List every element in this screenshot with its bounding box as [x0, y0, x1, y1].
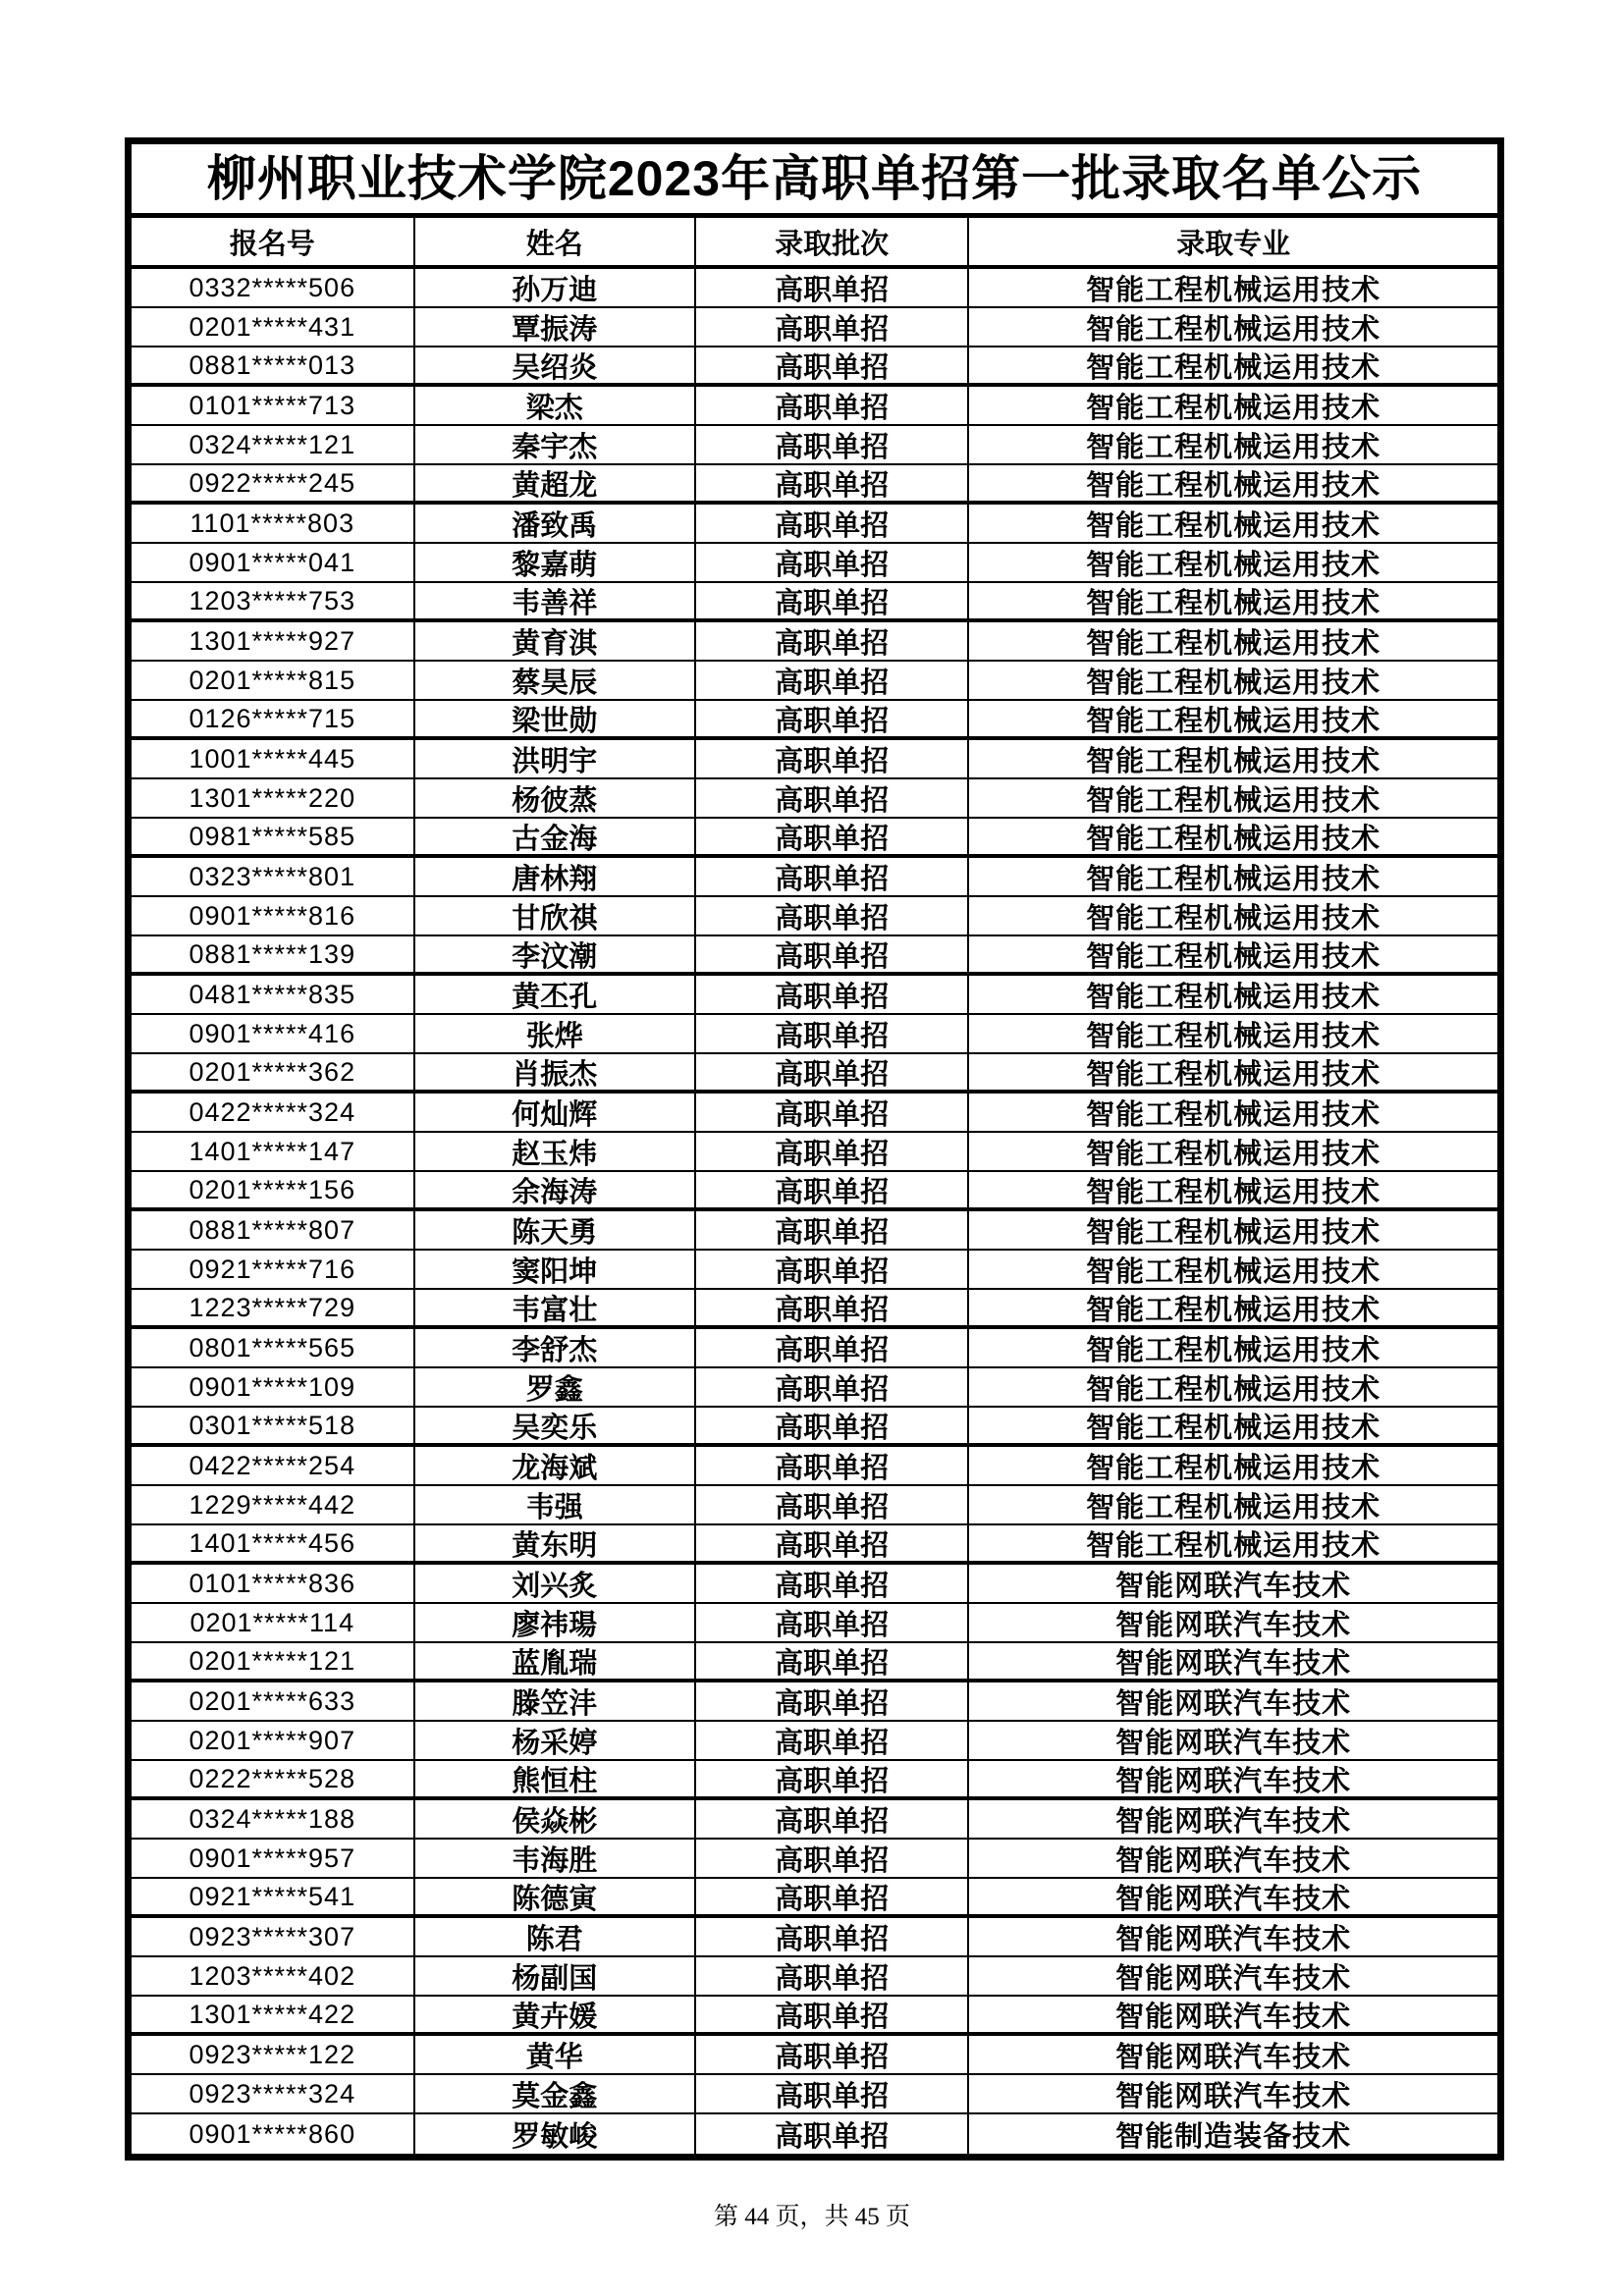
table-row — [132, 1251, 1497, 1290]
cell-registration-no: 0201*****114 — [189, 1607, 355, 1637]
column-header-admission-major: 录取专业 — [967, 218, 1497, 265]
cell-registration-no: 0101*****713 — [189, 390, 356, 420]
cell-name: 窦阳坤 — [413, 1251, 695, 1288]
cell-admission-major: 智能工程机械运用技术 — [967, 976, 1497, 1013]
cell-name: 龙海斌 — [413, 1447, 695, 1484]
table-row — [132, 1211, 1497, 1251]
cell-registration-no: 0201*****815 — [189, 665, 356, 695]
cell-admission-batch: 高职单招 — [694, 1408, 967, 1443]
cell-admission-batch: 高职单招 — [694, 1722, 967, 1759]
cell-name: 黄卉媛 — [413, 1997, 695, 2032]
cell-admission-batch: 高职单招 — [694, 1368, 967, 1406]
table-row — [132, 347, 1497, 387]
cell-name: 赵玉炜 — [413, 1133, 695, 1170]
cell-admission-major: 智能工程机械运用技术 — [967, 1290, 1497, 1325]
cell-registration-no: 0481*****835 — [189, 979, 356, 1009]
table-row — [132, 387, 1497, 426]
cell-admission-batch: 高职单招 — [694, 1879, 967, 1914]
cell-admission-major: 智能网联汽车技术 — [967, 1957, 1497, 1995]
table-row — [132, 1486, 1497, 1525]
cell-admission-major: 智能工程机械运用技术 — [967, 1447, 1497, 1484]
cell-admission-major: 智能工程机械运用技术 — [967, 269, 1497, 306]
cell-registration-no: 0881*****807 — [189, 1214, 356, 1245]
cell-admission-batch: 高职单招 — [694, 936, 967, 972]
table-row — [132, 1682, 1497, 1722]
cell-name: 黄育淇 — [413, 622, 695, 660]
cell-name: 罗鑫 — [413, 1368, 695, 1406]
cell-registration-no: 0201*****156 — [189, 1174, 356, 1204]
cell-admission-batch: 高职单招 — [694, 1054, 967, 1090]
cell-registration-no: 1301*****927 — [189, 625, 356, 656]
cell-admission-batch: 高职单招 — [694, 897, 967, 934]
table-row — [132, 2075, 1497, 2114]
cell-registration-no: 0901*****860 — [189, 2118, 356, 2149]
cell-admission-major: 智能工程机械运用技术 — [967, 387, 1497, 424]
cell-admission-batch: 高职单招 — [694, 2114, 967, 2154]
cell-admission-major: 智能网联汽车技术 — [967, 1722, 1497, 1759]
column-header-name: 姓名 — [413, 218, 695, 265]
cell-registration-no: 0921*****541 — [189, 1881, 356, 1911]
cell-admission-batch: 高职单招 — [694, 2075, 967, 2112]
cell-admission-major: 智能工程机械运用技术 — [967, 1486, 1497, 1523]
cell-admission-batch: 高职单招 — [694, 1761, 967, 1796]
cell-registration-no: 0923*****307 — [189, 1921, 356, 1951]
cell-name: 罗敏峻 — [413, 2114, 695, 2154]
cell-admission-major: 智能工程机械运用技术 — [967, 544, 1497, 581]
table-row — [132, 1840, 1497, 1879]
cell-registration-no: 0901*****041 — [189, 547, 356, 577]
cell-admission-major: 智能工程机械运用技术 — [967, 1329, 1497, 1366]
cell-admission-batch: 高职单招 — [694, 976, 967, 1013]
cell-admission-batch: 高职单招 — [694, 465, 967, 501]
cell-admission-batch: 高职单招 — [694, 858, 967, 895]
cell-registration-no: 0422*****324 — [189, 1096, 356, 1127]
cell-admission-batch: 高职单招 — [694, 2036, 967, 2073]
cell-admission-major: 智能网联汽车技术 — [967, 2036, 1497, 2073]
cell-admission-major: 智能网联汽车技术 — [967, 1565, 1497, 1602]
table-row — [132, 779, 1497, 819]
cell-registration-no: 0201*****633 — [189, 1685, 356, 1716]
table-row — [132, 269, 1497, 308]
table-row — [132, 505, 1497, 544]
cell-name: 梁杰 — [413, 387, 695, 424]
cell-name: 梁世勋 — [413, 701, 695, 736]
cell-name: 杨副国 — [413, 1957, 695, 1995]
cell-admission-batch: 高职单招 — [694, 583, 967, 618]
cell-admission-major: 智能制造装备技术 — [967, 2114, 1497, 2154]
cell-name: 秦宇杰 — [413, 426, 695, 463]
cell-name: 覃振涛 — [413, 308, 695, 346]
cell-name: 肖振杰 — [413, 1054, 695, 1090]
cell-admission-batch: 高职单招 — [694, 740, 967, 777]
cell-registration-no: 0101*****836 — [189, 1568, 356, 1598]
table-row — [132, 1329, 1497, 1368]
cell-name: 杨彼蒸 — [413, 779, 695, 817]
cell-admission-major: 智能工程机械运用技术 — [967, 1015, 1497, 1052]
cell-registration-no: 1203*****402 — [189, 1960, 356, 1991]
cell-admission-batch: 高职单招 — [694, 1329, 967, 1366]
cell-admission-batch: 高职单招 — [694, 1133, 967, 1170]
cell-admission-batch: 高职单招 — [694, 387, 967, 424]
table-row — [132, 858, 1497, 897]
cell-admission-major: 智能工程机械运用技术 — [967, 1251, 1497, 1288]
cell-admission-batch: 高职单招 — [694, 1565, 967, 1602]
cell-admission-major: 智能网联汽车技术 — [967, 1761, 1497, 1796]
cell-admission-major: 智能工程机械运用技术 — [967, 583, 1497, 618]
cell-admission-batch: 高职单招 — [694, 1800, 967, 1838]
cell-admission-major: 智能工程机械运用技术 — [967, 897, 1497, 934]
cell-admission-batch: 高职单招 — [694, 1211, 967, 1249]
admission-list-table — [125, 137, 1504, 2161]
table-row — [132, 1094, 1497, 1133]
table-row — [132, 740, 1497, 779]
cell-registration-no: 0332*****506 — [189, 272, 356, 302]
cell-name: 洪明宇 — [413, 740, 695, 777]
table-row — [132, 1879, 1497, 1918]
cell-admission-major: 智能工程机械运用技术 — [967, 1172, 1497, 1207]
cell-admission-batch: 高职单招 — [694, 662, 967, 699]
cell-registration-no: 0921*****716 — [189, 1254, 356, 1284]
table-row — [132, 2114, 1497, 2154]
cell-admission-batch: 高职单招 — [694, 1094, 967, 1131]
table-row — [132, 897, 1497, 936]
cell-admission-major: 智能工程机械运用技术 — [967, 662, 1497, 699]
cell-name: 黄东明 — [413, 1525, 695, 1561]
cell-registration-no: 0881*****139 — [189, 938, 356, 969]
table-row — [132, 583, 1497, 622]
cell-admission-major: 智能网联汽车技术 — [967, 1800, 1497, 1838]
cell-registration-no: 0801*****565 — [189, 1332, 356, 1362]
cell-admission-batch: 高职单招 — [694, 622, 967, 660]
table-row — [132, 662, 1497, 701]
cell-name: 韦海胜 — [413, 1840, 695, 1877]
cell-admission-batch: 高职单招 — [694, 347, 967, 383]
cell-admission-batch: 高职单招 — [694, 308, 967, 346]
cell-registration-no: 0201*****121 — [189, 1645, 356, 1676]
cell-name: 余海涛 — [413, 1172, 695, 1207]
cell-registration-no: 0201*****362 — [189, 1056, 356, 1087]
cell-registration-no: 0324*****188 — [189, 1803, 356, 1834]
cell-name: 滕笠沣 — [413, 1682, 695, 1720]
cell-admission-batch: 高职单招 — [694, 1918, 967, 1955]
cell-name: 蓝胤瑞 — [413, 1643, 695, 1679]
table-row — [132, 1015, 1497, 1054]
cell-admission-major: 智能工程机械运用技术 — [967, 622, 1497, 660]
cell-admission-batch: 高职单招 — [694, 1486, 967, 1523]
table-row — [132, 1918, 1497, 1957]
cell-admission-major: 智能网联汽车技术 — [967, 2075, 1497, 2112]
cell-admission-major: 智能工程机械运用技术 — [967, 1525, 1497, 1561]
cell-name: 廖祎瑒 — [413, 1604, 695, 1641]
cell-name: 韦强 — [413, 1486, 695, 1523]
cell-name: 古金海 — [413, 819, 695, 854]
cell-admission-major: 智能工程机械运用技术 — [967, 858, 1497, 895]
table-row — [132, 465, 1497, 505]
table-row — [132, 1565, 1497, 1604]
table-row — [132, 1997, 1497, 2036]
cell-name: 李舒杰 — [413, 1329, 695, 1366]
cell-admission-major: 智能工程机械运用技术 — [967, 740, 1497, 777]
cell-registration-no: 0922*****245 — [189, 467, 356, 498]
table-row — [132, 1604, 1497, 1643]
table-row — [132, 1172, 1497, 1211]
cell-registration-no: 1401*****456 — [189, 1527, 356, 1558]
cell-registration-no: 1229*****442 — [189, 1489, 356, 1520]
cell-name: 唐林翔 — [413, 858, 695, 895]
cell-admission-batch: 高职单招 — [694, 1957, 967, 1995]
table-row — [132, 1643, 1497, 1682]
cell-name: 韦富壮 — [413, 1290, 695, 1325]
cell-admission-major: 智能网联汽车技术 — [967, 1643, 1497, 1679]
cell-admission-batch: 高职单招 — [694, 1172, 967, 1207]
table-row — [132, 936, 1497, 976]
cell-admission-major: 智能工程机械运用技术 — [967, 1368, 1497, 1406]
cell-admission-major: 智能网联汽车技术 — [967, 1879, 1497, 1914]
cell-name: 吴奕乐 — [413, 1408, 695, 1443]
cell-registration-no: 0923*****122 — [189, 2039, 356, 2069]
table-header-row — [132, 218, 1497, 269]
cell-name: 何灿辉 — [413, 1094, 695, 1131]
table-row — [132, 701, 1497, 740]
document-title: 柳州职业技术学院2023年高职单招第一批录取名单公示 — [132, 144, 1497, 218]
cell-admission-batch: 高职单招 — [694, 426, 967, 463]
table-row — [132, 1722, 1497, 1761]
cell-name: 刘兴炙 — [413, 1565, 695, 1602]
cell-admission-batch: 高职单招 — [694, 779, 967, 817]
cell-admission-major: 智能网联汽车技术 — [967, 1682, 1497, 1720]
cell-name: 黎嘉萌 — [413, 544, 695, 581]
cell-name: 甘欣祺 — [413, 897, 695, 934]
cell-name: 杨采婷 — [413, 1722, 695, 1759]
table-body — [132, 269, 1497, 2154]
cell-registration-no: 0881*****013 — [189, 349, 356, 380]
cell-admission-major: 智能网联汽车技术 — [967, 1840, 1497, 1877]
cell-registration-no: 0201*****907 — [189, 1725, 356, 1755]
cell-admission-batch: 高职单招 — [694, 505, 967, 542]
table-row — [132, 1054, 1497, 1094]
cell-name: 潘致禹 — [413, 505, 695, 542]
cell-name: 熊恒柱 — [413, 1761, 695, 1796]
cell-admission-major: 智能工程机械运用技术 — [967, 1408, 1497, 1443]
table-row — [132, 544, 1497, 583]
table-row — [132, 1525, 1497, 1565]
table-row — [132, 2036, 1497, 2075]
cell-registration-no: 0901*****816 — [189, 900, 356, 931]
cell-name: 吴绍炎 — [413, 347, 695, 383]
cell-admission-major: 智能工程机械运用技术 — [967, 936, 1497, 972]
cell-admission-major: 智能工程机械运用技术 — [967, 1054, 1497, 1090]
cell-name: 蔡昊辰 — [413, 662, 695, 699]
table-row — [132, 1133, 1497, 1172]
cell-admission-batch: 高职单招 — [694, 1682, 967, 1720]
cell-registration-no: 0201*****431 — [189, 311, 356, 342]
cell-admission-batch: 高职单招 — [694, 1290, 967, 1325]
cell-admission-batch: 高职单招 — [694, 544, 967, 581]
cell-admission-batch: 高职单招 — [694, 819, 967, 854]
cell-admission-batch: 高职单招 — [694, 1604, 967, 1641]
cell-admission-major: 智能工程机械运用技术 — [967, 505, 1497, 542]
cell-admission-major: 智能网联汽车技术 — [967, 1918, 1497, 1955]
cell-admission-batch: 高职单招 — [694, 1447, 967, 1484]
cell-admission-major: 智能工程机械运用技术 — [967, 465, 1497, 501]
table-row — [132, 976, 1497, 1015]
cell-registration-no: 0324*****121 — [189, 429, 356, 459]
cell-name: 张烨 — [413, 1015, 695, 1052]
cell-admission-major: 智能工程机械运用技术 — [967, 308, 1497, 346]
cell-registration-no: 1223*****729 — [189, 1292, 356, 1322]
cell-admission-batch: 高职单招 — [694, 1840, 967, 1877]
cell-admission-batch: 高职单招 — [694, 269, 967, 306]
table-row — [132, 308, 1497, 347]
cell-registration-no: 0901*****957 — [189, 1842, 356, 1873]
cell-admission-batch: 高职单招 — [694, 701, 967, 736]
cell-admission-batch: 高职单招 — [694, 1643, 967, 1679]
cell-registration-no: 1401*****147 — [189, 1136, 356, 1166]
cell-admission-major: 智能工程机械运用技术 — [967, 347, 1497, 383]
cell-admission-major: 智能工程机械运用技术 — [967, 701, 1497, 736]
cell-registration-no: 1301*****422 — [189, 1999, 356, 2029]
cell-admission-major: 智能工程机械运用技术 — [967, 819, 1497, 854]
table-row — [132, 1800, 1497, 1840]
cell-name: 黄丕孔 — [413, 976, 695, 1013]
cell-registration-no: 1001*****445 — [189, 743, 356, 774]
cell-registration-no: 0301*****518 — [189, 1410, 356, 1440]
cell-registration-no: 0323*****801 — [189, 861, 356, 891]
page-number-footer: 第 44 页，共 45 页 — [713, 2204, 910, 2230]
table-row — [132, 1408, 1497, 1447]
cell-registration-no: 0901*****109 — [189, 1371, 356, 1402]
table-row — [132, 1957, 1497, 1997]
cell-name: 陈君 — [413, 1918, 695, 1955]
cell-name: 陈德寅 — [413, 1879, 695, 1914]
cell-admission-major: 智能工程机械运用技术 — [967, 1094, 1497, 1131]
table-row — [132, 1447, 1497, 1486]
cell-admission-batch: 高职单招 — [694, 1997, 967, 2032]
table-row — [132, 1761, 1497, 1800]
cell-admission-batch: 高职单招 — [694, 1015, 967, 1052]
cell-admission-major: 智能网联汽车技术 — [967, 1604, 1497, 1641]
cell-registration-no: 0981*****585 — [189, 821, 356, 851]
cell-registration-no: 1301*****220 — [189, 782, 356, 813]
column-header-registration-no: 报名号 — [229, 228, 315, 260]
cell-admission-major: 智能工程机械运用技术 — [967, 779, 1497, 817]
table-row — [132, 426, 1497, 465]
cell-registration-no: 0222*****528 — [189, 1763, 356, 1793]
cell-registration-no: 1101*****803 — [189, 507, 355, 538]
table-row — [132, 622, 1497, 662]
cell-name: 孙万迪 — [413, 269, 695, 306]
table-row — [132, 1368, 1497, 1408]
cell-registration-no: 0901*****416 — [189, 1018, 356, 1048]
cell-registration-no: 0422*****254 — [189, 1450, 356, 1480]
cell-registration-no: 0923*****324 — [189, 2078, 356, 2109]
cell-name: 黄超龙 — [413, 465, 695, 501]
cell-admission-batch: 高职单招 — [694, 1525, 967, 1561]
cell-name: 侯焱彬 — [413, 1800, 695, 1838]
column-header-admission-batch: 录取批次 — [694, 218, 967, 265]
cell-name: 陈天勇 — [413, 1211, 695, 1249]
cell-admission-major: 智能网联汽车技术 — [967, 1997, 1497, 2032]
cell-admission-major: 智能工程机械运用技术 — [967, 1133, 1497, 1170]
table-row — [132, 1290, 1497, 1329]
table-row — [132, 819, 1497, 858]
cell-name: 韦善祥 — [413, 583, 695, 618]
cell-admission-major: 智能工程机械运用技术 — [967, 1211, 1497, 1249]
cell-admission-batch: 高职单招 — [694, 1251, 967, 1288]
cell-registration-no: 1203*****753 — [189, 585, 356, 615]
cell-admission-major: 智能工程机械运用技术 — [967, 426, 1497, 463]
cell-name: 莫金鑫 — [413, 2075, 695, 2112]
cell-registration-no: 0126*****715 — [189, 703, 356, 733]
cell-name: 李汶潮 — [413, 936, 695, 972]
cell-name: 黄华 — [413, 2036, 695, 2073]
